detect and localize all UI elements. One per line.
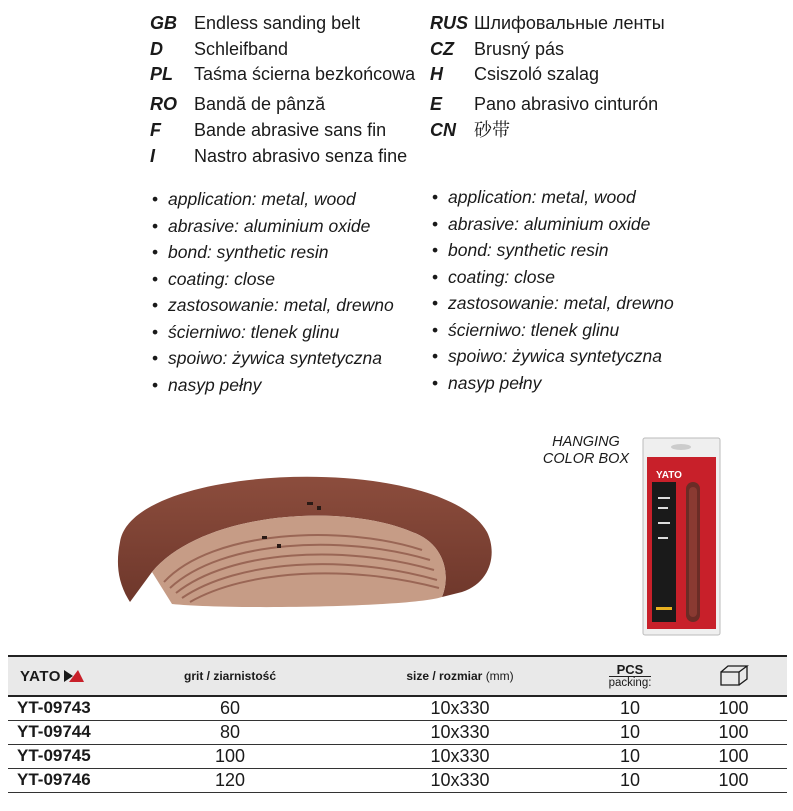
packing-value: 100 (718, 745, 749, 766)
yato-logo (8, 668, 120, 685)
yato-logo-text: YATO (20, 667, 61, 685)
feature-item: • ścierniwo: tlenek glinu (150, 319, 394, 346)
size-value: 10x330 (430, 745, 490, 766)
feature-item: • coating: close (430, 264, 674, 291)
feature-item: • application: metal, wood (150, 186, 394, 213)
lang-code: RUS (430, 13, 469, 33)
feature-item: • coating: close (150, 266, 394, 293)
header-pcs (580, 656, 680, 696)
lang-code: D (150, 39, 163, 59)
lang-text: Bande abrasive sans fin (194, 120, 387, 140)
header-size (340, 656, 580, 696)
lang-text: Шлифовальные ленты (474, 13, 665, 33)
feature-item: • abrasive: aluminium oxide (430, 211, 674, 238)
lang-code: RO (150, 94, 177, 114)
product-code: YT-09746 (17, 770, 91, 789)
sanding-belts-image (112, 432, 502, 612)
feature-item: • bond: synthetic resin (150, 239, 394, 266)
size-value: 10x330 (430, 769, 490, 790)
feature-item: • spoiwo: żywica syntetyczna (150, 345, 394, 372)
product-code: YT-09743 (17, 698, 91, 718)
label-line-1: HANGING (552, 434, 620, 450)
feature-item: • spoiwo: żywica syntetyczna (430, 343, 674, 370)
feature-item: • nasyp pełny (430, 370, 674, 397)
pcs-value: 10 (619, 769, 641, 790)
color-box-image (642, 437, 721, 636)
size-value: 10x330 (430, 697, 490, 718)
product-code: YT-09745 (17, 746, 91, 765)
lang-text: Schleifband (194, 39, 289, 59)
yato-logo-mark-icon (63, 669, 85, 683)
grit-value: 60 (219, 697, 241, 718)
table-header-row (8, 656, 787, 696)
lang-text: Pano abrasivo cinturón (474, 94, 659, 114)
lang-text: Endless sanding belt (194, 13, 361, 33)
lang-code: CZ (430, 39, 454, 59)
packing-value: 100 (718, 697, 749, 718)
header-box (680, 656, 787, 696)
table-row (8, 696, 787, 720)
pcs-value: 10 (619, 721, 641, 742)
feature-item: • application: metal, wood (430, 184, 674, 211)
packing-value: 100 (718, 769, 749, 790)
label-line-2: COLOR BOX (542, 451, 630, 467)
pcs-value: 10 (619, 697, 641, 718)
specs-table (8, 655, 787, 793)
lang-code: I (150, 146, 156, 166)
lang-code: GB (150, 13, 177, 33)
lang-text: Brusný pás (474, 39, 565, 59)
grit-value: 120 (214, 769, 246, 790)
grit-value: 100 (214, 745, 246, 766)
lang-code: PL (150, 64, 174, 84)
lang-text: 砂带 (474, 120, 510, 140)
box-icon (719, 664, 749, 686)
grit-value: 80 (219, 721, 241, 742)
lang-text: Taśma ścierna bezkońcowa (194, 64, 416, 84)
header-grit: grit / ziarnistość (120, 656, 340, 696)
header-brand (8, 656, 120, 696)
product-code: YT-09744 (17, 722, 91, 741)
hanging-color-box-label (536, 434, 636, 468)
feature-list-left (150, 186, 394, 398)
header-size-label: size / rozmiar (406, 669, 483, 683)
packing-value: 100 (718, 721, 749, 742)
feature-item: • bond: synthetic resin (430, 237, 674, 264)
lang-text: Nastro abrasivo senza fine (194, 146, 408, 166)
lang-code: H (430, 64, 443, 84)
lang-code: F (150, 120, 161, 140)
size-value: 10x330 (430, 721, 490, 742)
header-size-unit: (mm) (485, 669, 514, 683)
lang-code: CN (430, 120, 456, 140)
feature-item: • abrasive: aluminium oxide (150, 213, 394, 240)
pcs-label: PCS (609, 663, 652, 677)
table-row (8, 744, 787, 768)
feature-list-right (430, 184, 674, 396)
feature-item: • zastosowanie: metal, drewno (430, 290, 674, 317)
pcs-packing-label (609, 663, 652, 690)
feature-item: • nasyp pełny (150, 372, 394, 399)
lang-text: Csiszoló szalag (474, 64, 600, 84)
table-row (8, 768, 787, 792)
feature-item: • zastosowanie: metal, drewno (150, 292, 394, 319)
box-brand-text: YATO (656, 470, 682, 481)
table-row (8, 720, 787, 744)
feature-item: • ścierniwo: tlenek glinu (430, 317, 674, 344)
lang-code: E (430, 94, 443, 114)
lang-text: Bandă de pânză (194, 94, 326, 114)
pcs-value: 10 (619, 745, 641, 766)
packing-label: packing: (608, 676, 652, 689)
